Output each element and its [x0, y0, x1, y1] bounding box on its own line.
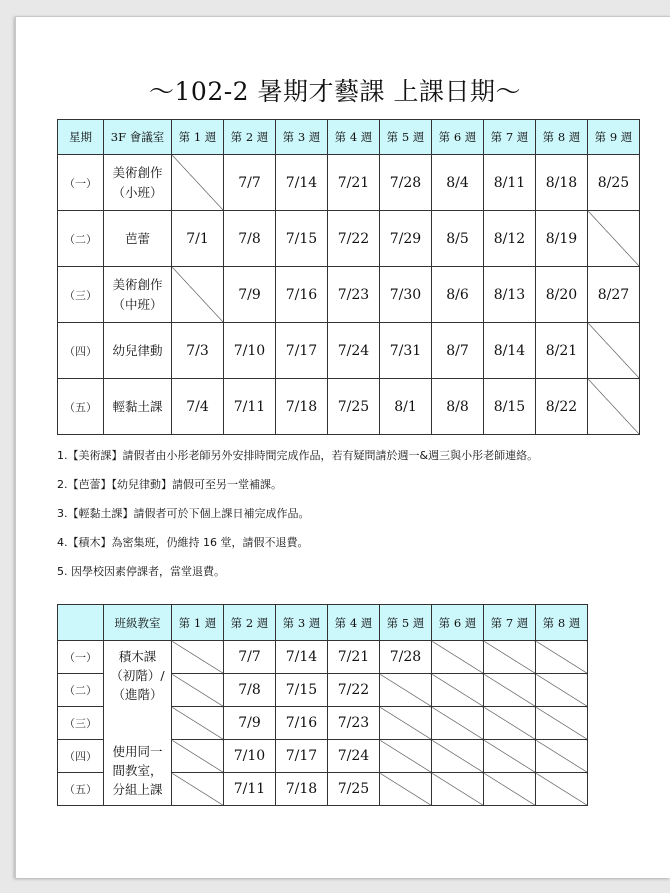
date-cell: 7/15 [276, 211, 328, 267]
header-cell: 班級教室 [104, 605, 172, 641]
note-item: 3.【輕黏土課】請假者可於下個上課日補完成作品。 [57, 507, 310, 520]
empty-cell [536, 707, 588, 740]
table-header-row [58, 120, 640, 155]
header-cell: 第 1 週 [172, 120, 224, 155]
empty-cell [484, 674, 536, 707]
date-cell: 7/8 [224, 211, 276, 267]
header-cell: 第 5 週 [380, 120, 432, 155]
date-cell: 7/25 [328, 773, 380, 806]
empty-cell [536, 674, 588, 707]
empty-cell [536, 740, 588, 773]
empty-cell [432, 674, 484, 707]
date-cell: 7/14 [276, 641, 328, 674]
date-cell: 8/19 [536, 211, 588, 267]
date-cell: 7/8 [224, 674, 276, 707]
table-row [58, 379, 640, 435]
date-cell: 7/14 [276, 155, 328, 211]
empty-cell [172, 674, 224, 707]
empty-cell [536, 773, 588, 806]
day-cell: （五） [58, 379, 104, 435]
empty-cell [484, 707, 536, 740]
header-cell: 第 3 週 [276, 605, 328, 641]
date-cell: 7/18 [276, 773, 328, 806]
empty-cell [380, 674, 432, 707]
date-cell: 7/10 [224, 323, 276, 379]
date-cell: 8/1 [380, 379, 432, 435]
date-cell: 7/24 [328, 323, 380, 379]
date-cell: 7/30 [380, 267, 432, 323]
date-cell: 7/3 [172, 323, 224, 379]
date-cell: 7/31 [380, 323, 432, 379]
course-cell: 輕黏土課 [104, 379, 172, 435]
day-cell: （三） [58, 707, 104, 740]
date-cell: 8/22 [536, 379, 588, 435]
table-row [58, 323, 640, 379]
empty-cell [432, 641, 484, 674]
date-cell: 8/7 [432, 323, 484, 379]
date-cell: 7/22 [328, 211, 380, 267]
date-cell: 8/11 [484, 155, 536, 211]
header-cell: 第 8 週 [536, 605, 588, 641]
day-cell: （四） [58, 740, 104, 773]
date-cell: 7/21 [328, 641, 380, 674]
header-cell: 第 3 週 [276, 120, 328, 155]
empty-cell [380, 707, 432, 740]
page-title: ～102-2 暑期才藝課 上課日期～ [149, 77, 521, 106]
date-cell: 7/7 [224, 641, 276, 674]
date-cell: 7/25 [328, 379, 380, 435]
course-cell: 美術創作 （小班） [104, 155, 172, 211]
header-cell: 第 4 週 [328, 120, 380, 155]
header-cell: 第 5 週 [380, 605, 432, 641]
date-cell: 7/9 [224, 707, 276, 740]
empty-cell [380, 740, 432, 773]
course-note: 使用同一 間教室， 分組上課 [112, 744, 163, 797]
date-cell: 8/20 [536, 267, 588, 323]
empty-cell [172, 267, 224, 323]
date-cell: 8/8 [432, 379, 484, 435]
date-cell: 7/11 [224, 773, 276, 806]
empty-cell [172, 155, 224, 211]
header-cell [58, 605, 104, 641]
header-cell: 第 2 週 [224, 120, 276, 155]
day-cell: （一） [58, 641, 104, 674]
date-cell: 8/6 [432, 267, 484, 323]
header-cell: 第 7 週 [484, 120, 536, 155]
date-cell: 7/29 [380, 211, 432, 267]
date-cell: 7/24 [328, 740, 380, 773]
date-cell: 8/18 [536, 155, 588, 211]
header-cell: 第 2 週 [224, 605, 276, 641]
header-cell: 第 6 週 [432, 120, 484, 155]
notes-list [57, 446, 657, 591]
date-cell: 7/23 [328, 267, 380, 323]
empty-cell [484, 740, 536, 773]
day-cell: （三） [58, 267, 104, 323]
note-item: 4.【積木】為密集班，仍維持 16 堂，請假不退費。 [57, 536, 309, 549]
course-cell: 幼兒律動 [104, 323, 172, 379]
empty-cell [172, 740, 224, 773]
header-cell: 第 1 週 [172, 605, 224, 641]
date-cell: 7/4 [172, 379, 224, 435]
header-cell: 3F 會議室 [104, 120, 172, 155]
header-cell: 第 4 週 [328, 605, 380, 641]
date-cell: 7/17 [276, 323, 328, 379]
header-cell: 第 9 週 [588, 120, 640, 155]
course-name: 積木課 （初階）/ （進階） [110, 649, 165, 702]
empty-cell [432, 773, 484, 806]
building-blocks-schedule-table [57, 604, 588, 806]
date-cell: 7/1 [172, 211, 224, 267]
header-cell: 星期 [58, 120, 104, 155]
summer-schedule-table [57, 119, 640, 435]
note-item: 1.【美術課】請假者由小彤老師另外安排時間完成作品，若有疑問請於週一&週三與小彤老師連絡。 [57, 449, 539, 462]
date-cell: 7/16 [276, 707, 328, 740]
date-cell: 7/22 [328, 674, 380, 707]
date-cell: 7/7 [224, 155, 276, 211]
day-cell: （一） [58, 155, 104, 211]
date-cell: 8/4 [432, 155, 484, 211]
day-cell: （二） [58, 674, 104, 707]
empty-cell [588, 211, 640, 267]
table-row [58, 155, 640, 211]
empty-cell [172, 707, 224, 740]
date-cell: 7/9 [224, 267, 276, 323]
header-cell: 第 8 週 [536, 120, 588, 155]
empty-cell [536, 641, 588, 674]
day-cell: （五） [58, 773, 104, 806]
date-cell: 7/23 [328, 707, 380, 740]
note-item: 2.【芭蕾】【幼兒律動】請假可至另一堂補課。 [57, 478, 282, 491]
table-header-row [58, 605, 588, 641]
date-cell: 7/10 [224, 740, 276, 773]
empty-cell [172, 773, 224, 806]
date-cell: 7/15 [276, 674, 328, 707]
empty-cell [380, 773, 432, 806]
empty-cell [484, 641, 536, 674]
date-cell: 7/28 [380, 155, 432, 211]
date-cell: 7/17 [276, 740, 328, 773]
date-cell: 8/5 [432, 211, 484, 267]
table-row [58, 641, 588, 674]
date-cell: 8/12 [484, 211, 536, 267]
date-cell: 7/11 [224, 379, 276, 435]
course-cell: 芭蕾 [104, 211, 172, 267]
table-row [58, 267, 640, 323]
empty-cell [432, 740, 484, 773]
empty-cell [484, 773, 536, 806]
day-cell: （二） [58, 211, 104, 267]
empty-cell [588, 323, 640, 379]
date-cell: 7/18 [276, 379, 328, 435]
empty-cell [588, 379, 640, 435]
date-cell: 8/14 [484, 323, 536, 379]
empty-cell [432, 707, 484, 740]
date-cell: 7/28 [380, 641, 432, 674]
date-cell: 7/16 [276, 267, 328, 323]
header-cell: 第 6 週 [432, 605, 484, 641]
course-cell [104, 641, 172, 806]
empty-cell [172, 641, 224, 674]
date-cell: 8/13 [484, 267, 536, 323]
date-cell: 7/21 [328, 155, 380, 211]
day-cell: （四） [58, 323, 104, 379]
table-row [58, 211, 640, 267]
header-cell: 第 7 週 [484, 605, 536, 641]
date-cell: 8/27 [588, 267, 640, 323]
date-cell: 8/21 [536, 323, 588, 379]
note-item: 5. 因學校因素停課者，當堂退費。 [57, 565, 225, 578]
course-cell: 美術創作 （中班） [104, 267, 172, 323]
date-cell: 8/15 [484, 379, 536, 435]
date-cell: 8/25 [588, 155, 640, 211]
